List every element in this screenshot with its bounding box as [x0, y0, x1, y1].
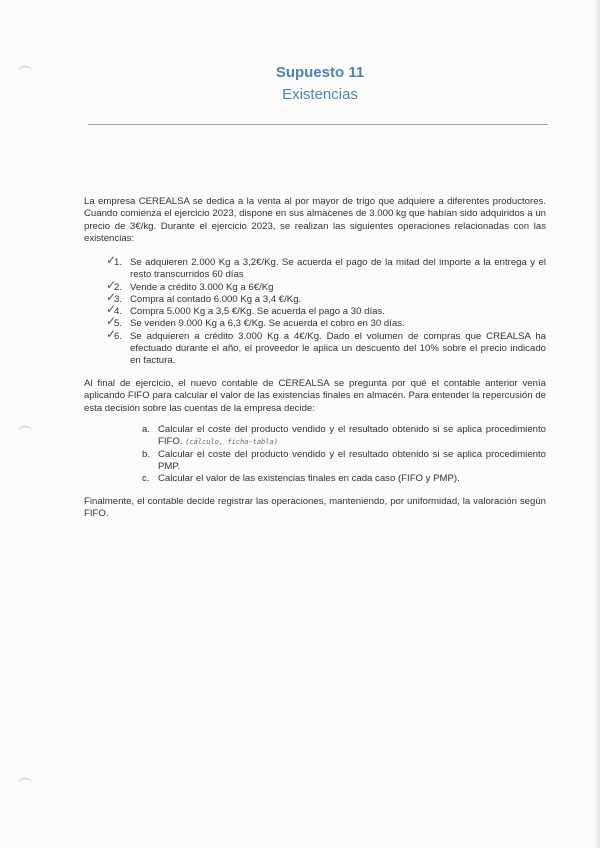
task-item: [84, 424, 546, 449]
operation-item: [84, 314, 546, 330]
closing-paragraph: Finalmente, el contable decide registrar las operaciones, manteniendo, por uniformidad, la valoración según FIFO.: [84, 496, 546, 520]
question-intro-paragraph: Al final de ejercicio, el nuevo contable de CEREALSA se pregunta por qué el contable anterior venía aplicando FIFO para calcular el valor de las existencias finales en almacén. Para entender la repercusión de esta decisión sobre las cuentas de la empresa decide:: [84, 378, 546, 414]
task-letter: a.: [142, 424, 151, 435]
operation-item: [84, 302, 546, 318]
handwritten-check-mark: ✓: [106, 302, 117, 317]
operation-item: [84, 253, 546, 282]
punch-hole-mark: [18, 426, 32, 437]
operations-list: [84, 253, 546, 368]
operation-item: [84, 277, 546, 294]
handwritten-check-mark: ✓: [106, 253, 117, 267]
intro-paragraph: La empresa CEREALSA se dedica a la venta al por mayor de trigo que adquiere a diferentes productores. Cuando comienza el ejercicio 2023, dispone en sus almacenes de 3.000 kg que habían sido adquiridos a un precio de 3€/kg. Durante el ejercicio 2023, se realizan las siguientes operaciones relacionadas con las existencias:: [84, 196, 546, 245]
handwritten-check-mark: ✓: [106, 326, 117, 341]
title-divider: [88, 124, 548, 125]
document-title: Supuesto 11: [275, 64, 365, 81]
handwritten-note: (cálculo, ficha-tabla): [185, 438, 278, 447]
operation-number: 1.: [114, 257, 123, 268]
operation-text: Se adquieren a crédito 3.000 Kg a 4€/Kg. Dado el volumen de compras que CREALSA ha efectuado durante el año, el proveedor le aplica un descuento del 10% sobre el precio indicado en factura.: [130, 330, 546, 367]
operation-text: Se adquieren 2.000 Kg a 3,2€/Kg. Se acuerda el pago de la mitad del importe a la entrega y el resto transcurridos 60 días: [130, 257, 546, 281]
operation-number: 4.: [114, 306, 123, 318]
operation-number: 3.: [114, 293, 123, 305]
operation-text: Se venden 9.000 Kg a 6,3 €/Kg. Se acuerda el cobro en 30 días.: [130, 318, 405, 330]
tasks-list: [84, 424, 546, 485]
operation-number: 6.: [114, 330, 123, 342]
operation-number: 2.: [114, 281, 123, 293]
operation-text: Compra al contado 6.000 Kg a 3,4 €/Kg.: [130, 293, 302, 305]
operation-item: [84, 289, 546, 306]
operation-text: Compra 5.000 Kg a 3,5 €/Kg. Se acuerda el pago a 30 días.: [130, 306, 385, 318]
punch-hole-mark: [18, 778, 32, 789]
operation-number: 5.: [114, 318, 123, 330]
handwritten-check-mark: ✓: [106, 289, 117, 304]
document-subtitle: Existencias: [282, 86, 358, 103]
task-text: Calcular el valor de las existencias finales en cada caso (FIFO y PMP).: [158, 473, 460, 485]
task-letter: c.: [142, 473, 150, 485]
handwritten-check-mark: ✓: [106, 277, 117, 292]
task-text: Calcular el coste del producto vendido y el resultado obtenido si se aplica procedimiento FIFO.: [158, 424, 546, 448]
operation-item: [84, 326, 546, 368]
task-item: [84, 473, 546, 485]
task-item: [84, 449, 546, 474]
page-edge-shadow: [594, 0, 600, 848]
task-text: Calcular el coste del producto vendido y el resultado obtenido si se aplica procedimiento PMP.: [158, 448, 546, 472]
handwritten-check-mark: ✓: [106, 314, 117, 329]
task-letter: b.: [142, 448, 151, 460]
operation-text: Vende a crédito 3.000 Kg a 6€/Kg: [130, 281, 274, 293]
